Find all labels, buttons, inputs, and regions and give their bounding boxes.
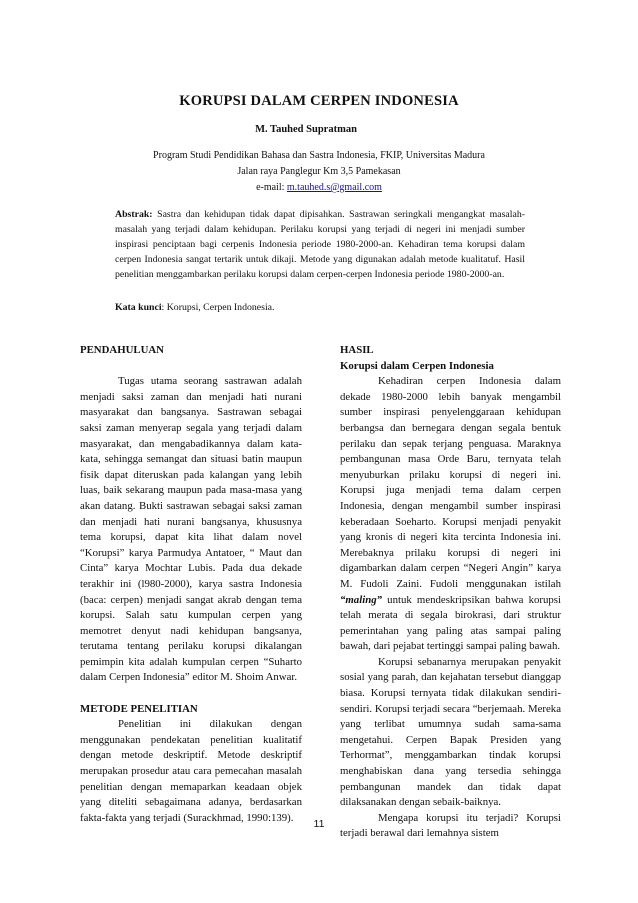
method-paragraph: Penelitian ini dilakukan dengan menggunakan pendekatan penelitian kualitatif dengan metode deskriptif. Metode deskriptif merupakan prosedur atau cara pemecahan masalah penelitian dengan memaparkan keadaan objek yang diteliti sebagaimana adanya, berdasarkan fakta-fakta yang terjadi (Surackhmad, 1990:139). <box>80 718 302 824</box>
section-heading-introduction: PENDAHULUAN <box>80 344 164 356</box>
email-label: e-mail: <box>256 182 287 193</box>
address: Jalan raya Panglegur Km 3,5 Pamekasan <box>237 166 401 177</box>
page-number: 11 <box>313 818 325 830</box>
keywords-label: Kata kunci <box>115 302 162 313</box>
section-heading-results: HASIL <box>340 344 374 356</box>
keywords <box>115 302 525 313</box>
results-text-a: Kehadiran cerpen Indonesia dalam dekade 1980-2000 lebih banyak mengambil sumber inspirasi penyelenggaraan kehidupan berbangsa dan bernegara dengan segala bentuk perilaku dan sepak terjang penguasa. Maraknya pembangunan masa Orde Baru, ternyata telah menyuburkan prilaku korupsi di negeri ini. Korupsi juga menjadi tema dalam cerpen Indonesia, dengan mengambil sumber inspirasi keberadaan Soeharto. Korupsi menjadi penyakit yang kronis di negeri kita tercinta Indonesia ini. Merebaknya prilaku korupsi di negeri ini digambarkan dalam cerpen “Negeri Angin” karya M. Fudoli Zaini. Fudoli menggunakan istilah <box>340 375 561 590</box>
email-link[interactable]: m.tauhed.s@gmail.com <box>286 182 382 193</box>
right-column <box>340 343 561 842</box>
introduction-paragraph: Tugas utama seorang sastrawan adalah menjadi saksi zaman dan menjadi hati nurani masyarakat dan bangsanya. Sastrawan sebagai saksi zaman menyerap segala yang terjadi dalam masyarakat, dan mengabadikannya dalam kata-kata, sehingga semangat dan situasi batin maupun fisik dapat diteruskan pada kalangan yang lebih luas, baik sekarang maupun pada masa-masa yang akan datang. Bukti sastrawan sebagai saksi zaman dan menjadi hati nurani bangsanya, khususnya tema korupsi, dapat kita lihat dalam novel “Korupsi” karya Parmudya Antatoer, “ Maut dan Cinta” karya Mochtar Lubis. Pada dua dekade terakhir ini (l980-2000), karya sastra Indonesia (baca: cerpen) menjadi sangat akrab dengan tema korupsi. Salah satu kumpulan cerpen yang memotret denyut nadi kehidupan bangsanya, terutama tentang perilaku korupsi dikalangan pemimpin kita adalah kumpulan cerpen “Suharto dalam Cerpen Indonesia” editor M. Shoim Anwar. <box>80 375 302 684</box>
results-text-b: untuk mendeskripsikan bahwa korupsi telah merata di segala birokrasi, dari struktur pemerintahan yang paling atas sampai paling bawah, dari pejabat tertinggi sampai paling bawah. <box>340 593 561 653</box>
abstract-text: Sastra dan kehidupan tidak dapat dipisahkan. Sastrawan seringkali mengangkat masalah-masalah yang terjadi dalam kehidupan. Perilaku korupsi yang terjadi di negeri ini menjadi sumber inspirasi penciptaan bagi cerpenis Indonesia periode 1980-2000-an. Kehadiran tema korupsi dalam cerpen Indonesia sangat tertarik untuk dikaji. Metode yang digunakan adalah metode kualitatuf. Hasil penelitian menggambarkan perilaku korupsi dalam cerpen-cerpen Indonesia periode 1980-2000-an. <box>115 209 525 280</box>
section-heading-method: METODE PENELITIAN <box>80 702 198 715</box>
results-paragraph-3: Mengapa korupsi itu terjadi? Korupsi terjadi berawal dari lemahnya sistem <box>340 811 561 840</box>
affiliation: Program Studi Pendidikan Bahasa dan Sastra Indonesia, FKIP, Universitas Madura <box>153 150 485 161</box>
paper-title: KORUPSI DALAM CERPEN INDONESIA <box>179 93 459 109</box>
emphasis-maling: “maling” <box>340 593 382 606</box>
keywords-text: : Korupsi, Cerpen Indonesia. <box>161 302 275 313</box>
left-column <box>80 343 302 826</box>
abstract-label: Abstrak: <box>115 209 153 220</box>
author-name: M. Tauhed Supratman <box>255 124 357 135</box>
email-line <box>0 180 638 196</box>
results-paragraph-1 <box>340 374 561 655</box>
results-paragraph-2: Korupsi sebanarnya merupakan penyakit sosial yang parah, dan kejahatan tersebut dianggap biasa. Korupsi ternyata tidak dilakukan sendiri-sendiri. Korupsi terjadi secara “berjemaah. Mereka yang terlibat umumnya sudah sama-sama mengetahui. Cerpen Bapak Presiden yang Terhormat”, menggambarkan tindak korupsi menghabiskan dana yang tersedia sehingga pembangunan mandek dan tidak dapat dilaksanakan dengan sebaik-baiknya. <box>340 655 561 809</box>
abstract <box>115 207 525 282</box>
affiliation-block <box>0 148 638 196</box>
subsection-heading: Korupsi dalam Cerpen Indonesia <box>340 359 494 372</box>
